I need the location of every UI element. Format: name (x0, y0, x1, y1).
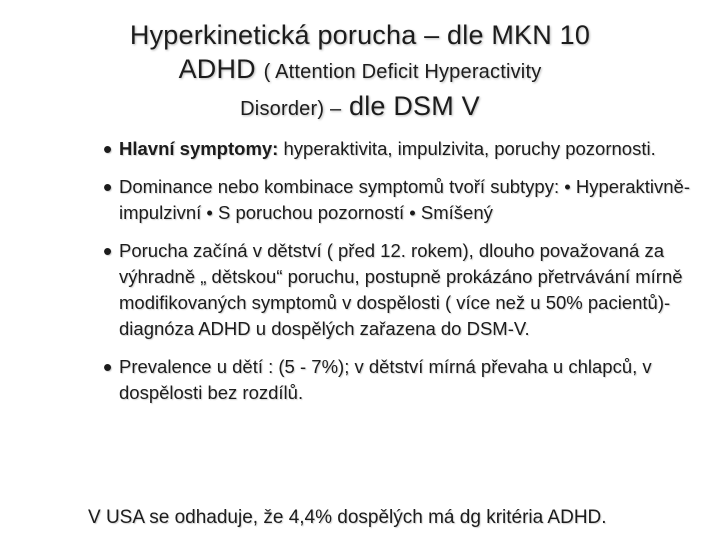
slide-title (40, 18, 680, 126)
bullet-icon: • (103, 172, 113, 202)
title-attention-deficit: ( Attention Deficit Hyperactivity (263, 61, 542, 83)
bullet-item-onset (28, 238, 712, 342)
bullet-item-subtypes (28, 174, 712, 226)
bullet-text: Prevalence u dětí : (5 - 7%); v dětství mírná převaha u chlapců, v dospělosti bez rozdílů. (119, 356, 652, 403)
bullet-icon: • (103, 236, 113, 266)
bullet-icon: • (103, 134, 113, 164)
bullet-list (28, 136, 712, 418)
bullet-icon: • (103, 352, 113, 382)
title-disorder: Disorder) – (240, 98, 342, 120)
bullet-text: hyperaktivita, impulzivita, poruchy pozornosti. (278, 138, 656, 159)
bullet-text: Dominance nebo kombinace symptomů tvoří subtypy: • Hyperaktivně-impulzivní • S poruchou pozorností • Smíšený (119, 176, 690, 223)
bullet-text: Porucha začíná v dětství ( před 12. rokem), dlouho považovaná za výhradně „ dětskou“ poruchu, postupně prokázáno přetrvávání mírně modifikovaných symptomů v dospělosti ( více než u 50% pacientů)- diagnóza ADHD u dospělých zařazena do DSM-V. (119, 240, 683, 339)
title-line-2 (40, 52, 680, 89)
title-line-1: Hyperkinetická porucha – dle MKN 10 (129, 20, 591, 50)
bullet-label: Hlavní symptomy: (119, 138, 279, 159)
bullet-item-symptoms (28, 136, 712, 162)
title-line-3 (40, 89, 680, 126)
title-dsm: dle DSM V (348, 91, 480, 121)
usa-estimate-text: V USA se odhaduje, že 4,4% dospělých má dg kritéria ADHD. (88, 507, 607, 528)
title-adhd: ADHD (178, 54, 256, 84)
bullet-item-prevalence (28, 354, 712, 406)
